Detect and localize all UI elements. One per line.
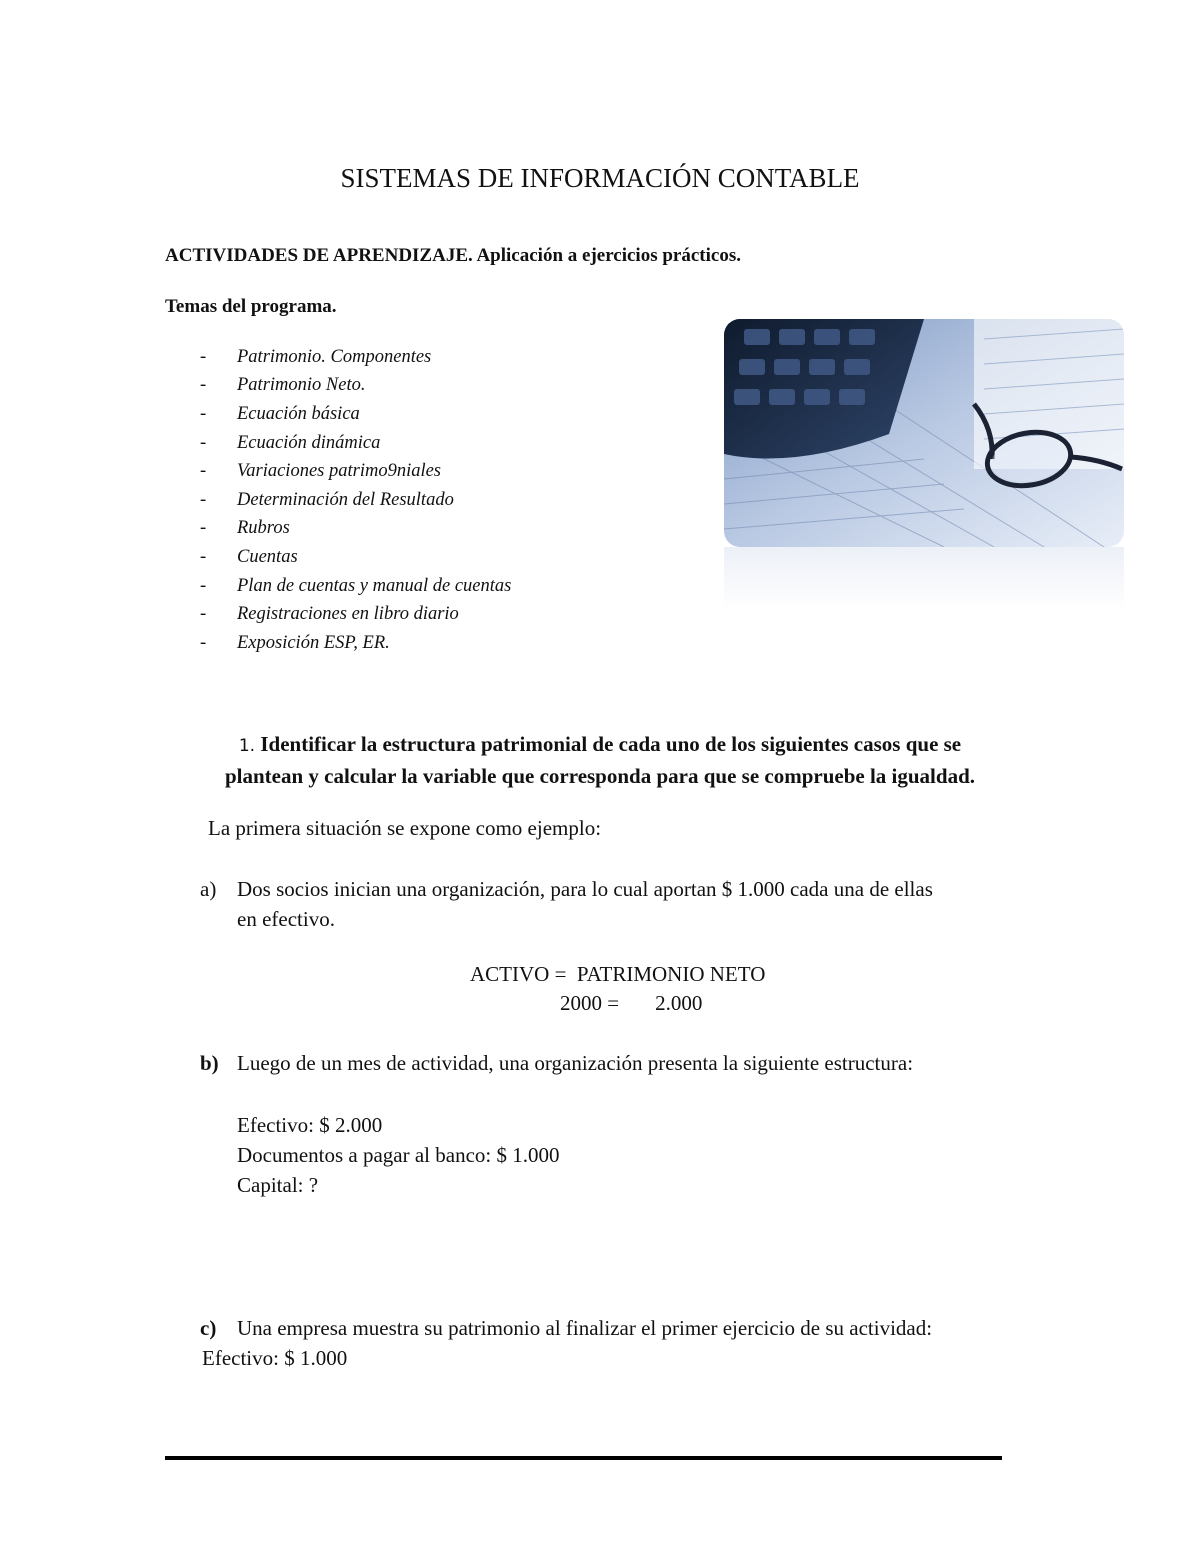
list-item: - Patrimonio Neto.	[200, 375, 366, 396]
question-number: 1.	[238, 736, 256, 756]
intro-text: La primera situación se expone como ejemplo:	[208, 816, 602, 840]
item-b: b) Luego de un mes de actividad, una organización presenta la siguiente estructura:	[200, 1051, 914, 1075]
list-item: - Rubros	[200, 518, 290, 539]
list-item: - Patrimonio. Componentes	[200, 346, 432, 367]
list-item: - Plan de cuentas y manual de cuentas	[200, 575, 512, 596]
list-item: - Registraciones en libro diario	[200, 604, 459, 625]
detail-line: Capital: ?	[237, 1173, 319, 1197]
topics-heading: Temas del programa.	[165, 296, 337, 317]
topics-list	[200, 343, 511, 658]
item-c: c) Una empresa muestra su patrimonio al finalizar el primer ejercicio de su actividad:	[200, 1316, 933, 1340]
footer-rule	[165, 1456, 1002, 1460]
document-title: SISTEMAS DE INFORMACIÓN CONTABLE	[340, 163, 860, 193]
equation-labels: ACTIVO = PATRIMONIO NETO	[470, 962, 766, 986]
calculator-glasses-photo	[724, 319, 1124, 609]
list-item: - Ecuación dinámica	[200, 432, 381, 453]
item-b-details	[237, 1110, 560, 1200]
list-item: - Exposición ESP, ER.	[200, 632, 390, 653]
equation-values: 2000 = 2.000	[560, 991, 703, 1015]
list-item: - Variaciones patrimo9niales	[200, 461, 442, 482]
list-item: - Cuentas	[200, 546, 298, 567]
detail-line: Efectivo: $ 2.000	[237, 1113, 383, 1137]
activities-heading: ACTIVIDADES DE APRENDIZAJE. Aplicación a ejercicios prácticos.	[165, 245, 741, 266]
question-1: 1. Identificar la estructura patrimonial de cada uno de los siguientes casos que se plantean y calcular la variable que corresponda para que se compruebe la igualdad.	[224, 732, 975, 788]
list-item: - Determinación del Resultado	[200, 489, 454, 510]
list-item: - Ecuación básica	[200, 403, 360, 424]
item-c-detail: Efectivo: $ 1.000	[202, 1346, 348, 1370]
item-a: a) Dos socios inician una organización, para lo cual aportan $ 1.000 cada una de ellas en efectivo.	[200, 877, 933, 931]
detail-line: Documentos a pagar al banco: $ 1.000	[237, 1143, 560, 1167]
